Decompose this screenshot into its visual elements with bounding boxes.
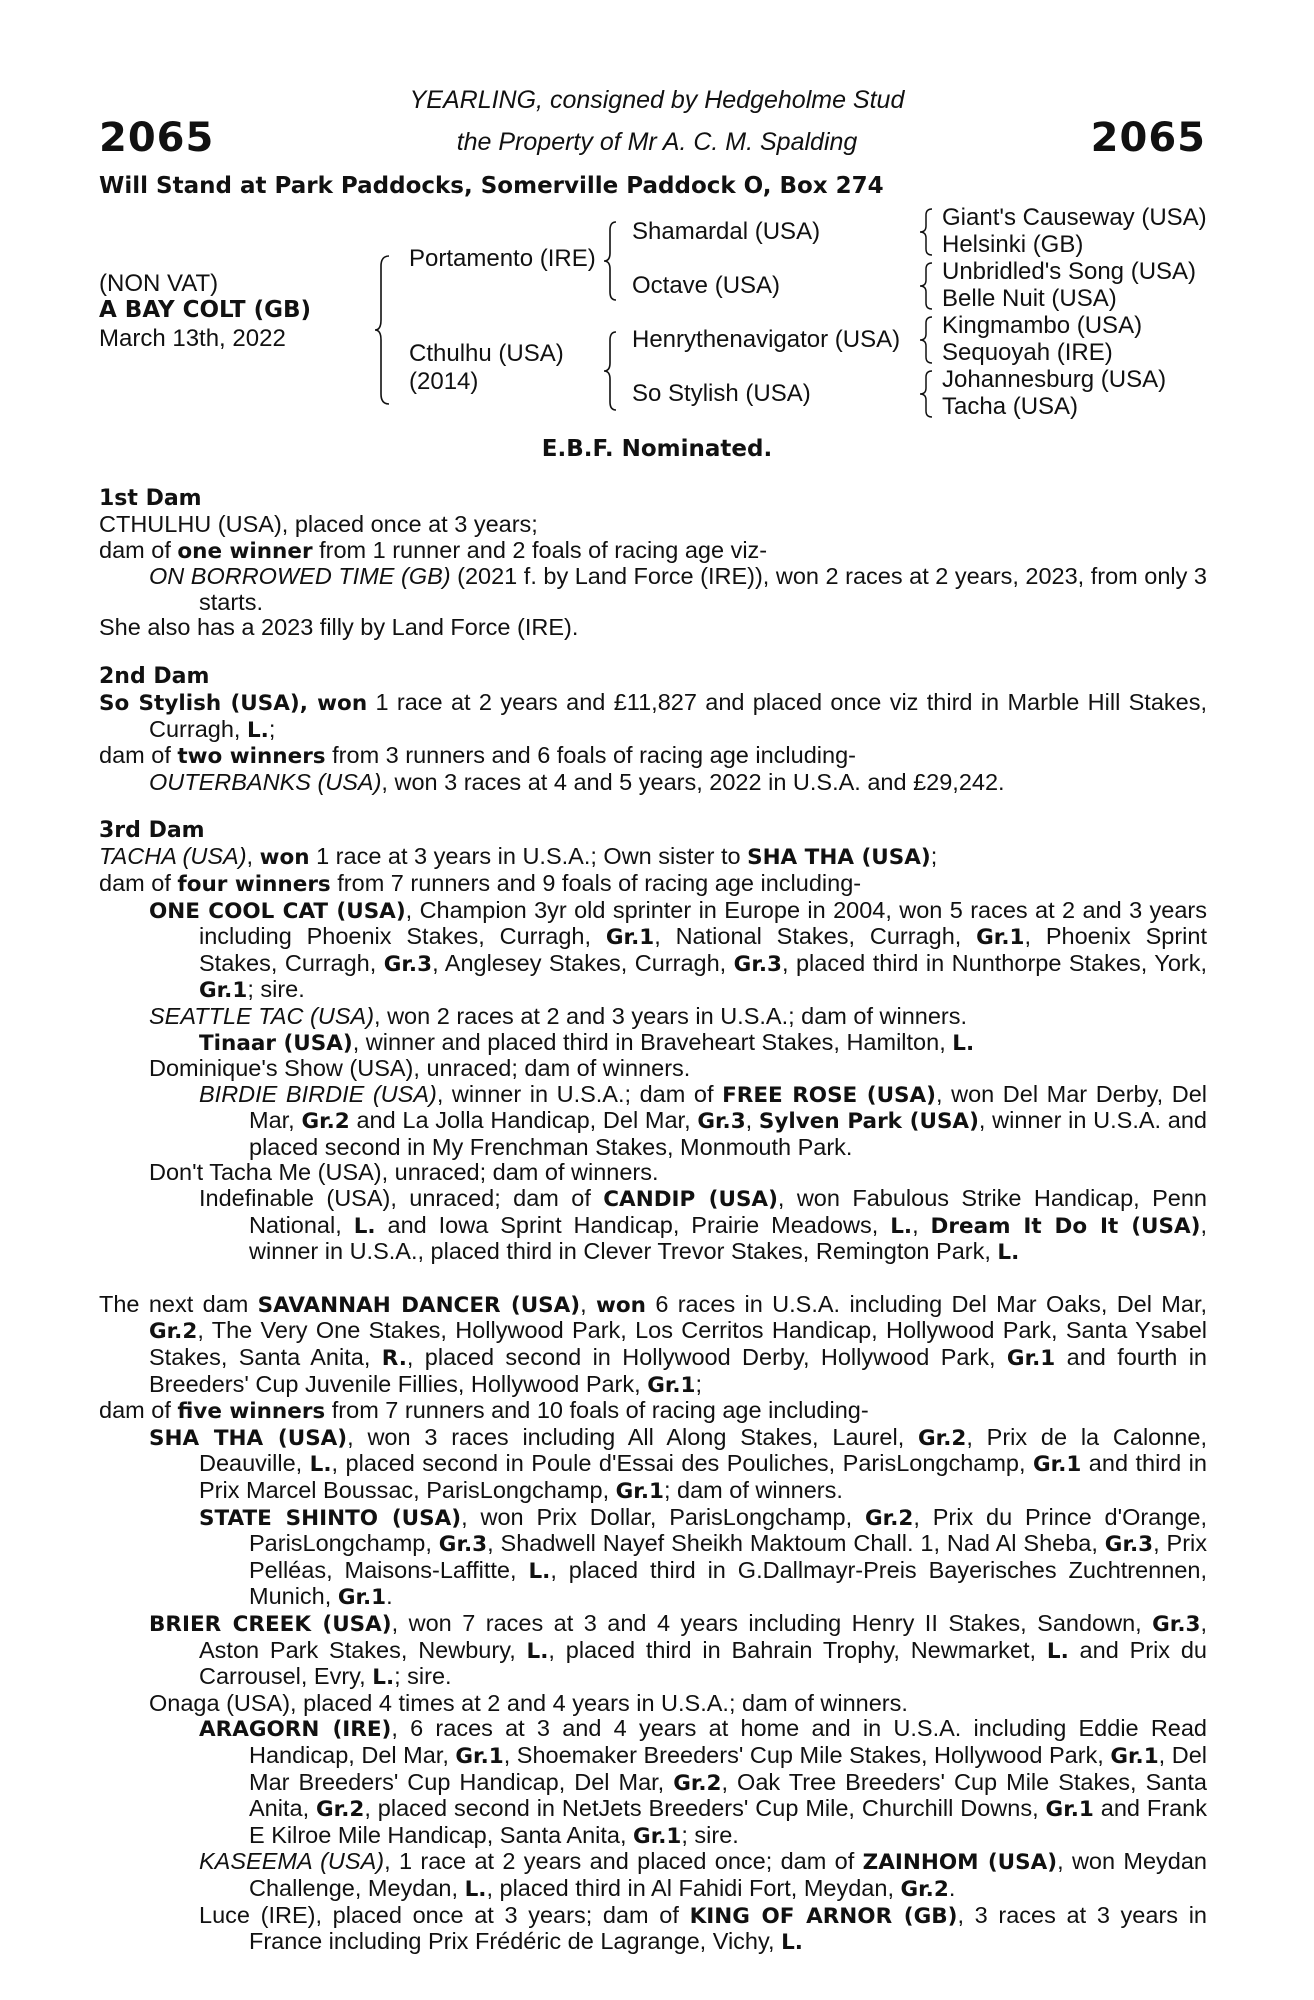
- first-dam-note: She also has a 2023 filly by Land Force (IRE).: [99, 614, 579, 641]
- produce-luce: Luce (IRE), placed once at 3 years; dam of KING OF ARNOR (GB), 3 races at 3 years in France including Prix Frédéric de Lagrange, Vichy, L.: [199, 1901, 1207, 1956]
- produce-dont-tacha-me: Don't Tacha Me (USA), unraced; dam of winners.: [149, 1159, 659, 1186]
- gg-sire-2: Unbridled's Song (USA): [942, 258, 1197, 285]
- gg-sire-3: Kingmambo (USA): [942, 312, 1143, 339]
- produce-kaseema: KASEEMA (USA), 1 race at 2 years and placed once; dam of ZAINHOM (USA), won Meydan Challenge, Meydan, L., placed third in Al Fahidi Fort, Meydan, Gr.2.: [199, 1848, 1208, 1902]
- stand-location: Will Stand at Park Paddocks, Somerville Paddock O, Box 274: [99, 173, 884, 199]
- property-line: the Property of Mr A. C. M. Spalding: [456, 128, 858, 156]
- pedigree-brace-g4: [920, 368, 940, 420]
- dam-dam: So Stylish (USA): [632, 380, 811, 407]
- sire-sire: Shamardal (USA): [632, 218, 821, 245]
- pedigree-brace-main: [375, 250, 405, 410]
- second-dam-produce-item: OUTERBANKS (USA), won 3 races at 4 and 5 years, 2022 in U.S.A. and £29,242.: [149, 768, 1005, 795]
- third-dam-heading: 3rd Dam: [99, 818, 205, 844]
- second-dam-heading: 2nd Dam: [99, 663, 210, 689]
- first-dam-produce-item: ON BORROWED TIME (GB) (2021 f. by Land Force (IRE)), won 2 races at 2 years, 2023, from only 3 starts.: [149, 563, 1207, 615]
- produce-birdie-birdie: BIRDIE BIRDIE (USA), winner in U.S.A.; dam of FREE ROSE (USA), won Del Mar Derby, Del Mar, Gr.2 and La Jolla Handicap, Del Mar, Gr.3, Sylven Park (USA), winner in U.S.A. and placed second in My Frenchman Stakes, Monmouth Park.: [199, 1080, 1207, 1160]
- produce-tinaar: Tinaar (USA), winner and placed third in Braveheart Stakes, Hamilton, L.: [199, 1028, 975, 1056]
- pedigree-brace-g2: [920, 260, 940, 312]
- pedigree-brace-g1: [920, 206, 940, 258]
- third-dam-line: TACHA (USA), won 1 race at 3 years in U.S.A.; Own sister to SHA THA (USA);: [99, 843, 938, 871]
- first-dam-heading: 1st Dam: [99, 486, 202, 511]
- second-dam-line: So Stylish (USA), won 1 race at 2 years and £11,827 and placed once viz third in Marble Hill Stakes, Curragh, L.;: [99, 688, 1208, 743]
- consignment-line: YEARLING, consigned by Hedgeholme Stud: [409, 86, 905, 114]
- lot-number-left: 2065: [99, 115, 215, 161]
- first-dam-line: CTHULHU (USA), placed once at 3 years;: [99, 511, 538, 537]
- pedigree-brace-dam: [604, 328, 626, 414]
- horse-dob: March 13th, 2022: [99, 325, 286, 352]
- first-dam-produce-summary: dam of one winner from 1 runner and 2 foals of racing age viz-: [99, 536, 768, 564]
- sire-dam: Octave (USA): [632, 272, 781, 299]
- gg-sire-4: Johannesburg (USA): [942, 366, 1167, 393]
- vat-status: (NON VAT): [99, 270, 219, 297]
- pedigree-brace-g3: [920, 314, 940, 366]
- next-dam-line: The next dam SAVANNAH DANCER (USA), won 6 races in U.S.A. including Del Mar Oaks, Del Mar, Gr.2, The Very One Stakes, Hollywood Park, Los Cerritos Handicap, Hollywood Park, Santa Ysabel Stakes, Santa Anita, R., placed second in Hollywood Derby, Hollywood Park, Gr.1 and fourth in Breeders' Cup Juvenile Fillies, Hollywood Park, Gr.1;: [99, 1290, 1208, 1398]
- next-dam-produce-summary: dam of five winners from 7 runners and 10 foals of racing age including-: [99, 1397, 869, 1425]
- produce-state-shinto: STATE SHINTO (USA), won Prix Dollar, ParisLongchamp, Gr.2, Prix du Prince d'Orange, ParisLongchamp, Gr.3, Shadwell Nayef Sheikh Maktoum Chall. 1, Nad Al Sheba, Gr.3, Prix Pelléas, Maisons-Laffitte, L., placed third in G.Dallmayr-Preis Bayerisches Zuchtrennen, Munich, Gr.1.: [199, 1503, 1208, 1611]
- dam-sire: Henrythenavigator (USA): [632, 326, 901, 353]
- gg-dam-3: Sequoyah (IRE): [942, 339, 1113, 366]
- produce-indefinable: Indefinable (USA), unraced; dam of CANDIP (USA), won Fabulous Strike Handicap, Penn National, L. and Iowa Sprint Handicap, Prairie Meadows, L., Dream It Do It (USA), winner in U.S.A., placed third in Clever Trevor Stakes, Remington Park, L.: [199, 1185, 1207, 1266]
- third-dam-produce-summary: dam of four winners from 7 runners and 9 foals of racing age including-: [99, 869, 862, 897]
- produce-one-cool-cat: ONE COOL CAT (USA), Champion 3yr old sprinter in Europe in 2004, won 5 races at 2 and 3 years including Phoenix Stakes, Curragh, Gr.1, National Stakes, Curragh, Gr.1, Phoenix Sprint Stakes, Curragh, Gr.3, Anglesey Stakes, Curragh, Gr.3, placed third in Nunthorpe Stakes, York, Gr.1; sire.: [149, 896, 1208, 1004]
- gg-dam-2: Belle Nuit (USA): [942, 285, 1117, 312]
- gg-dam-1: Helsinki (GB): [942, 231, 1084, 258]
- produce-aragorn: ARAGORN (IRE), 6 races at 3 and 4 years at home and in U.S.A. including Eddie Read Handicap, Del Mar, Gr.1, Shoemaker Breeders' Cup Mile Stakes, Hollywood Park, Gr.1, Del Mar Breeders' Cup Handicap, Del Mar, Gr.2, Oak Tree Breeders' Cup Mile Stakes, Santa Anita, Gr.2, placed second in NetJets Breeders' Cup Mile, Churchill Downs, Gr.1 and Frank E Kilroe Mile Handicap, Santa Anita, Gr.1; sire.: [199, 1715, 1208, 1849]
- produce-dominiques-show: Dominique's Show (USA), unraced; dam of winners.: [149, 1055, 691, 1082]
- second-dam-produce-summary: dam of two winners from 3 runners and 6 foals of racing age including-: [99, 742, 856, 770]
- dam-name: Cthulhu (USA): [409, 340, 564, 367]
- pedigree-brace-sire: [604, 218, 626, 304]
- horse-name: A BAY COLT (GB): [99, 297, 312, 323]
- lot-number-right: 2065: [1090, 115, 1206, 161]
- produce-sha-tha: SHA THA (USA), won 3 races including All Along Stakes, Laurel, Gr.2, Prix de la Calonne, Deauville, L., placed second in Poule d'Essai des Pouliches, ParisLongchamp, Gr.1 and third in Prix Marcel Boussac, ParisLongchamp, Gr.1; dam of winners.: [149, 1423, 1207, 1504]
- gg-dam-4: Tacha (USA): [942, 393, 1079, 420]
- catalogue-body: [99, 485, 1207, 1956]
- dam-year: (2014): [409, 368, 479, 395]
- ebf-nominated: E.B.F. Nominated.: [541, 436, 773, 462]
- produce-seattle-tac: SEATTLE TAC (USA), won 2 races at 2 and 3 years in U.S.A.; dam of winners.: [149, 1002, 968, 1029]
- gg-sire-1: Giant's Causeway (USA): [942, 204, 1207, 231]
- produce-onaga: Onaga (USA), placed 4 times at 2 and 4 years in U.S.A.; dam of winners.: [149, 1689, 908, 1716]
- sire-name: Portamento (IRE): [409, 245, 596, 272]
- produce-brier-creek: BRIER CREEK (USA), won 7 races at 3 and 4 years including Henry II Stakes, Sandown, Gr.3, Aston Park Stakes, Newbury, L., placed third in Bahrain Trophy, Newmarket, L. and Prix du Carrousel, Evry, L.; sire.: [149, 1609, 1207, 1691]
